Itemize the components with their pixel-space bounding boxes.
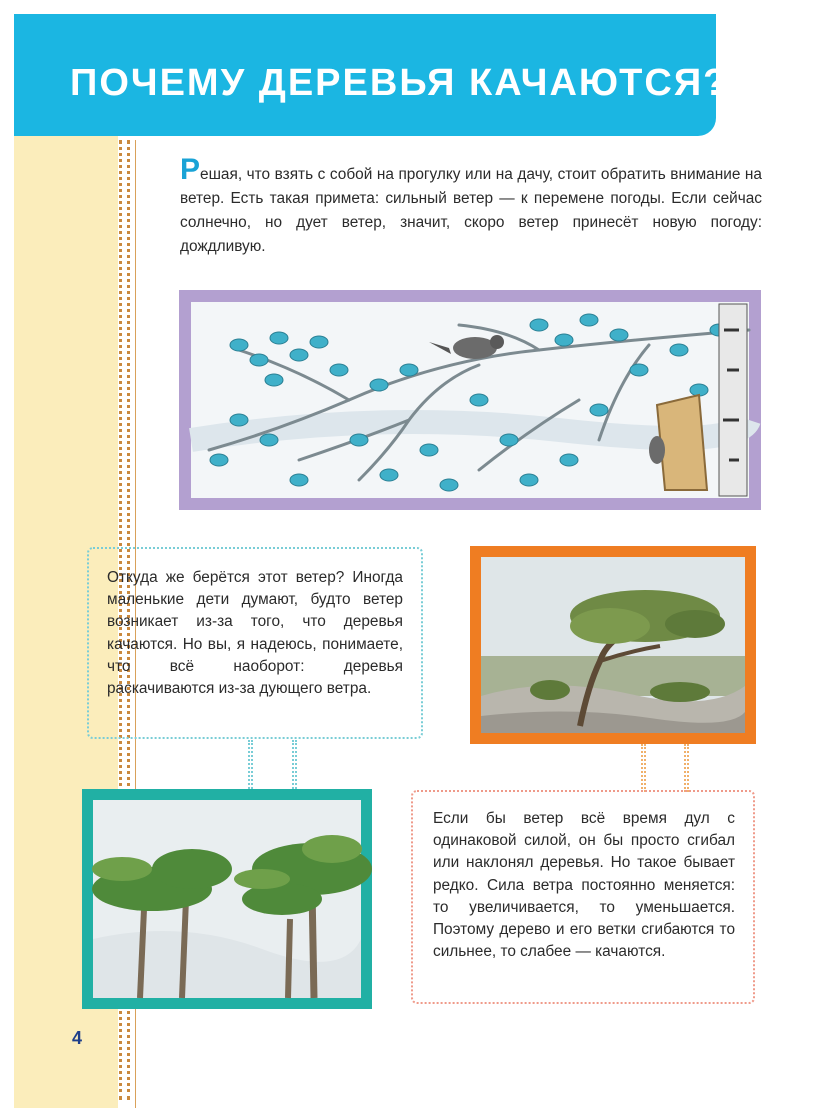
palm-trees-photo (82, 789, 372, 1009)
intro-paragraph (180, 153, 762, 259)
note-wind-strength-text: Если бы ветер всё время дул с одинаковой силой, он бы просто сгибал или наклонял деревья. Но такое бывает редко. Сила ветра постоянно меняется: то увеличивается, то уменьшается. Поэтому дерево и его ветки сгибаются то сильнее, то слабее — качаются. (433, 810, 735, 961)
note-wind-strength (411, 790, 755, 1004)
page-title: ПОЧЕМУ ДЕРЕВЬЯ КАЧАЮТСЯ? (70, 62, 729, 104)
note-wind-origin-text: Откуда же берётся этот ветер? Иногда маленькие дети думают, будто ветер возникает из-за того, что деревья качаются. Но вы, я надеюсь, понимаете, что всё наоборот: деревья раскачиваются из-за дующего ветра. (107, 569, 403, 698)
intro-text: ешая, что взять с собой на прогулку или на дачу, стоит обратить внимание на ветер. Есть такая примета: сильный ветер — к перемене погоды. Если сейчас солнечно, но дует ветер, значит, скоро ветер принесёт новую погоду: дождливую. (180, 166, 762, 255)
note-connector (248, 740, 253, 792)
note-connector (292, 740, 297, 792)
branches-illustration (179, 290, 761, 510)
note-connector (684, 744, 689, 792)
note-wind-origin (87, 547, 423, 739)
page-number: 4 (72, 1028, 83, 1048)
drop-cap: Р (180, 153, 201, 186)
bent-tree-photo (470, 546, 756, 744)
note-connector (641, 744, 646, 792)
